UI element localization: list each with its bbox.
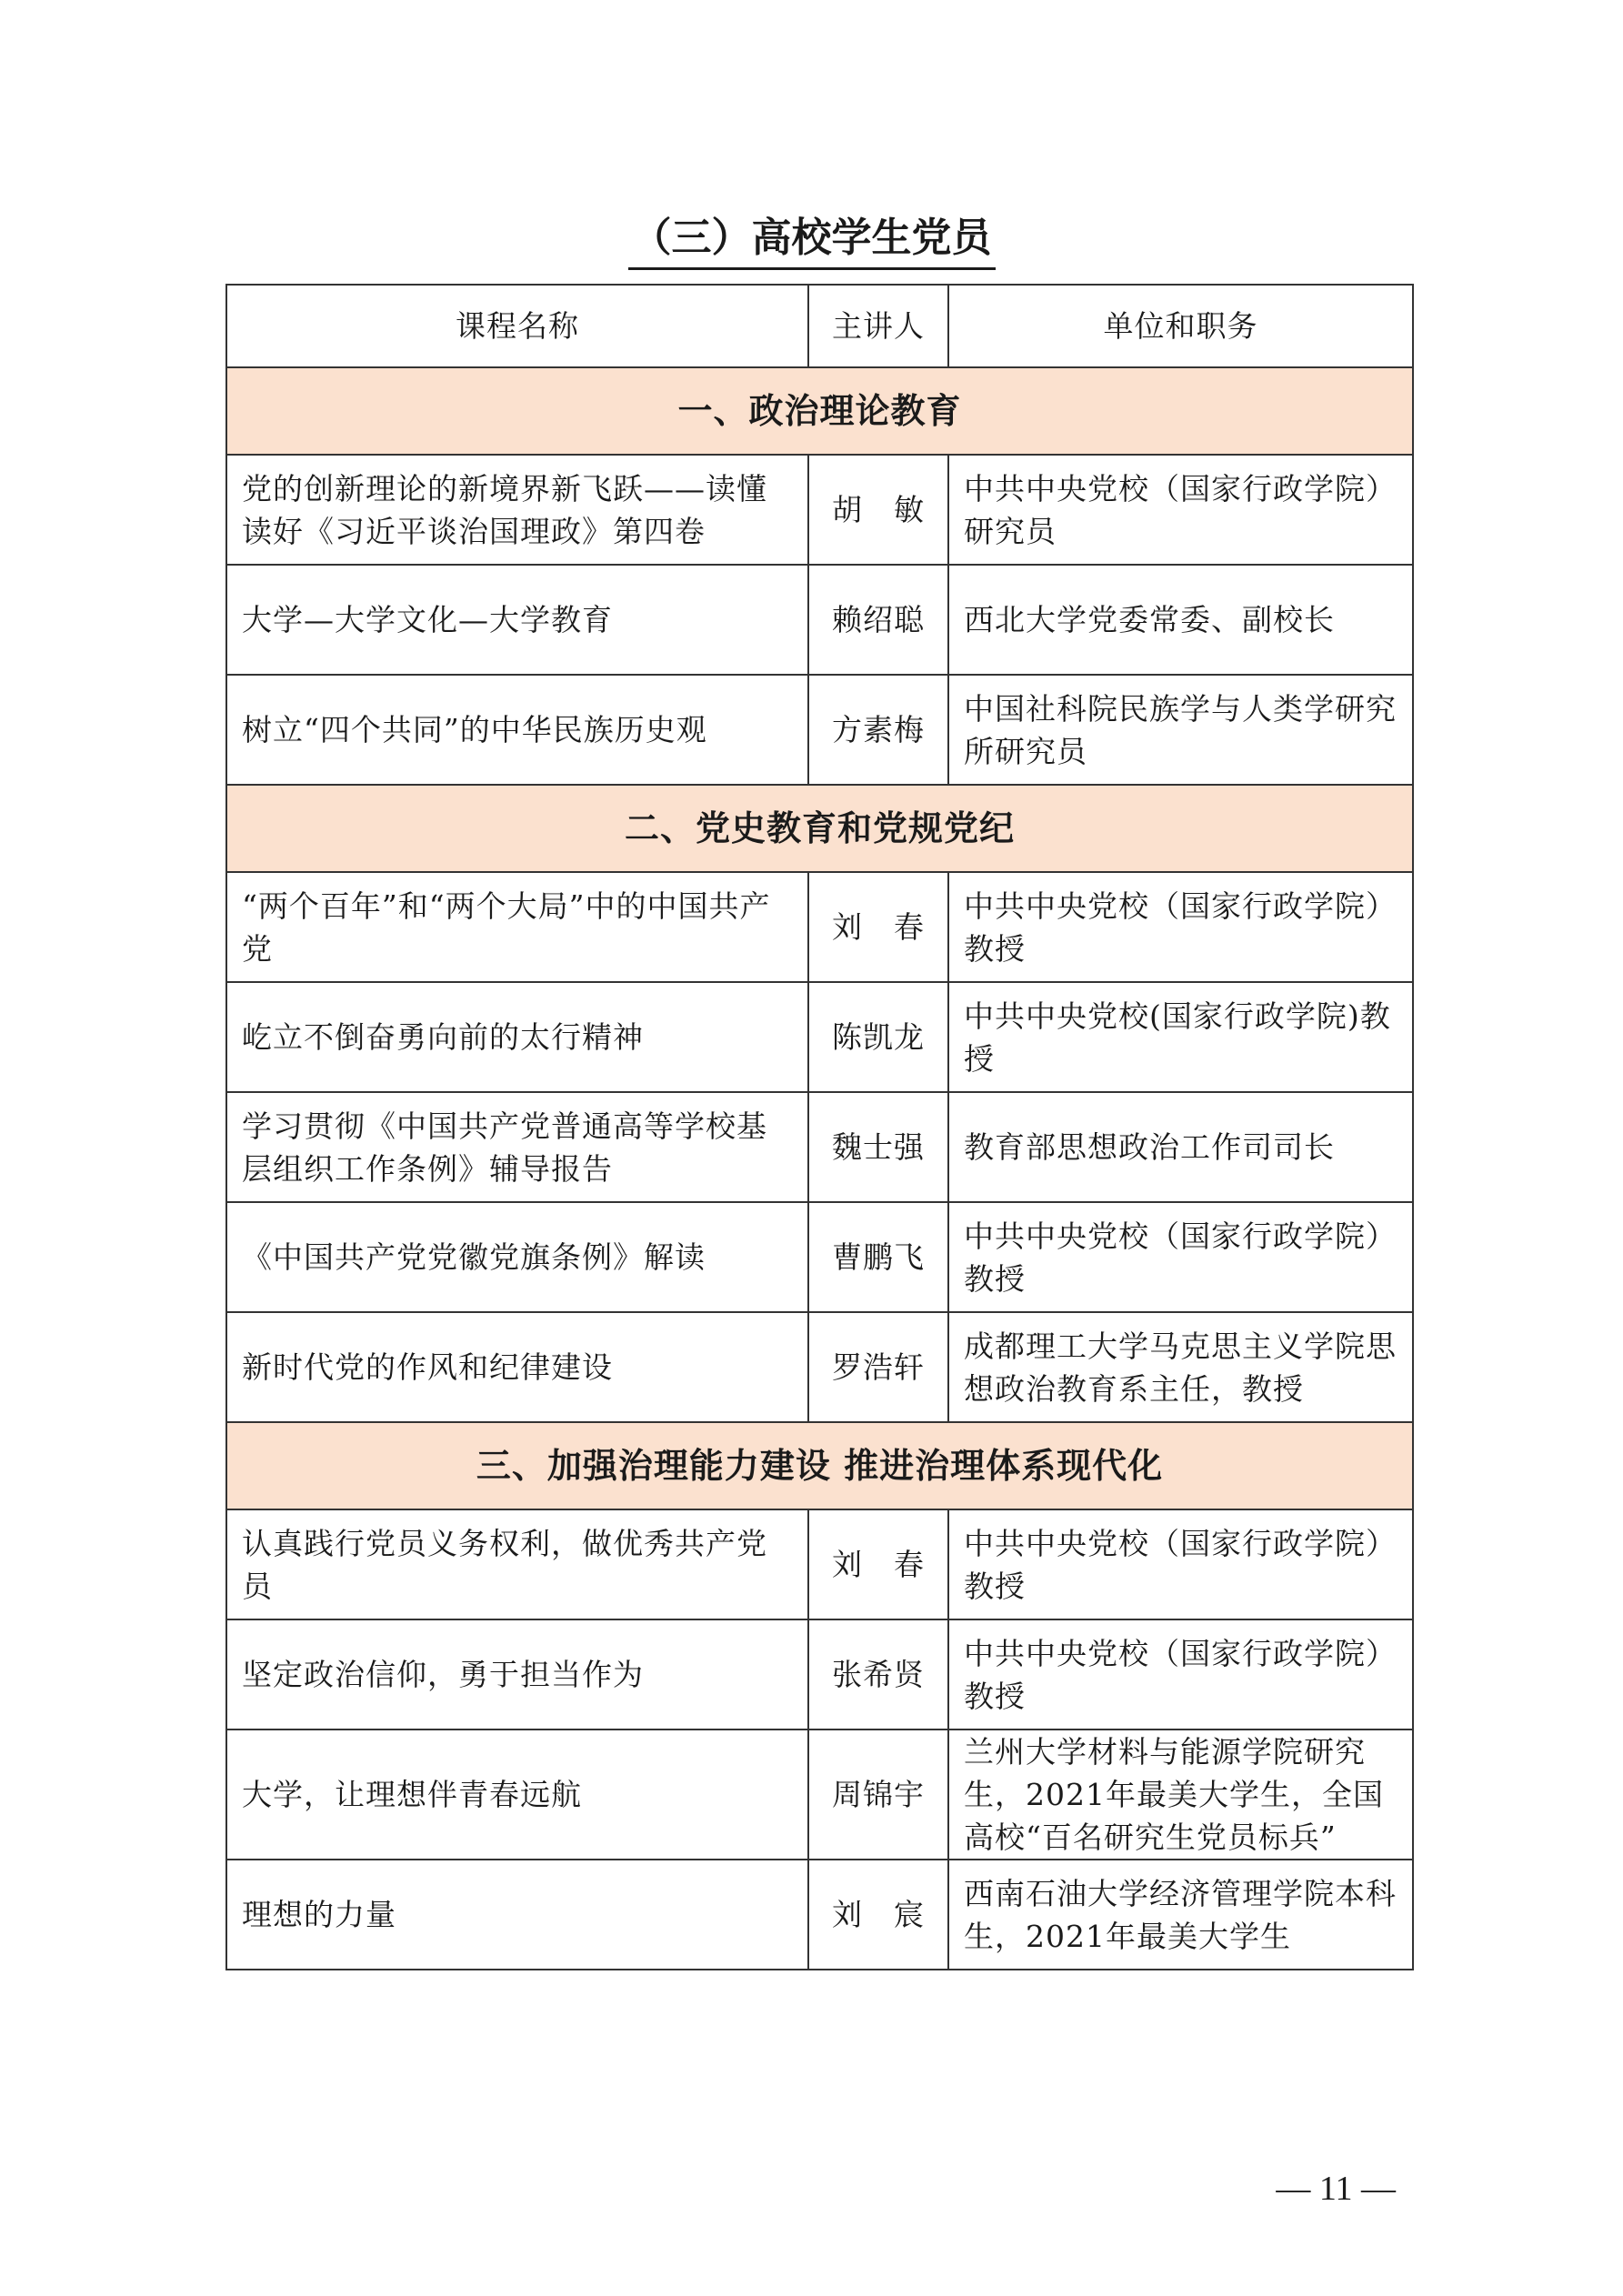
course-name-cell: 理想的力量: [226, 1860, 808, 1970]
table-row: [226, 455, 1413, 565]
section-heading: 三、加强治理能力建设 推进治理体系现代化: [226, 1422, 1413, 1509]
unit-position-cell: 中国社科院民族学与人类学研究所研究员: [948, 675, 1413, 785]
section-heading: 一、政治理论教育: [226, 367, 1413, 455]
unit-position-cell: 成都理工大学马克思主义学院思想政治教育系主任，教授: [948, 1312, 1413, 1422]
speaker-cell: 方素梅: [808, 675, 948, 785]
unit-position-cell: 中共中央党校（国家行政学院）教授: [948, 1509, 1413, 1619]
speaker-cell: 陈凯龙: [808, 982, 948, 1092]
speaker-cell: 刘 春: [808, 872, 948, 982]
header-unit-position: 单位和职务: [948, 285, 1413, 367]
unit-position-cell: 中共中央党校（国家行政学院）研究员: [948, 455, 1413, 565]
unit-position-cell: 中共中央党校（国家行政学院）教授: [948, 1619, 1413, 1730]
unit-position-cell: 兰州大学材料与能源学院研究生，2021年最美大学生，全国高校“百名研究生党员标兵”: [948, 1730, 1413, 1860]
course-name-cell: 大学—大学文化—大学教育: [226, 565, 808, 675]
course-name-cell: 认真践行党员义务权利，做优秀共产党员: [226, 1509, 808, 1619]
table-row: [226, 1202, 1413, 1312]
table-row: [226, 1730, 1413, 1860]
course-name-cell: 坚定政治信仰，勇于担当作为: [226, 1619, 808, 1730]
speaker-cell: 刘 春: [808, 1509, 948, 1619]
course-name-cell: 树立“四个共同”的中华民族历史观: [226, 675, 808, 785]
section-heading-row: [226, 367, 1413, 455]
course-name-cell: 新时代党的作风和纪律建设: [226, 1312, 808, 1422]
page-title-text: （三）高校学生党员: [628, 211, 996, 270]
speaker-cell: 赖绍聪: [808, 565, 948, 675]
speaker-cell: 罗浩轩: [808, 1312, 948, 1422]
table-row: [226, 872, 1413, 982]
page-title: [0, 211, 1623, 270]
table-body: [226, 367, 1413, 1970]
unit-position-cell: 西南石油大学经济管理学院本科生，2021年最美大学生: [948, 1860, 1413, 1970]
speaker-cell: 魏士强: [808, 1092, 948, 1202]
course-name-cell: 党的创新理论的新境界新飞跃——读懂读好《习近平谈治国理政》第四卷: [226, 455, 808, 565]
unit-position-cell: 中共中央党校（国家行政学院）教授: [948, 872, 1413, 982]
course-name-cell: “两个百年”和“两个大局”中的中国共产党: [226, 872, 808, 982]
section-heading-row: [226, 785, 1413, 872]
speaker-cell: 曹鹏飞: [808, 1202, 948, 1312]
unit-position-cell: 西北大学党委常委、副校长: [948, 565, 1413, 675]
section-heading-row: [226, 1422, 1413, 1509]
speaker-cell: 胡 敏: [808, 455, 948, 565]
header-course-name: 课程名称: [226, 285, 808, 367]
table-row: [226, 1860, 1413, 1970]
table-row: [226, 1509, 1413, 1619]
table-header-row: [226, 285, 1413, 367]
table-row: [226, 1619, 1413, 1730]
unit-position-cell: 教育部思想政治工作司司长: [948, 1092, 1413, 1202]
course-name-cell: 屹立不倒奋勇向前的太行精神: [226, 982, 808, 1092]
page-number: — 11 —: [1276, 2170, 1396, 2208]
unit-position-cell: 中共中央党校(国家行政学院)教授: [948, 982, 1413, 1092]
header-speaker: 主讲人: [808, 285, 948, 367]
course-name-cell: 大学，让理想伴青春远航: [226, 1730, 808, 1860]
table-row: [226, 565, 1413, 675]
course-table: [225, 284, 1414, 1970]
course-name-cell: 《中国共产党党徽党旗条例》解读: [226, 1202, 808, 1312]
unit-position-cell: 中共中央党校（国家行政学院）教授: [948, 1202, 1413, 1312]
table-row: [226, 675, 1413, 785]
table-row: [226, 1312, 1413, 1422]
speaker-cell: 张希贤: [808, 1619, 948, 1730]
table-row: [226, 982, 1413, 1092]
speaker-cell: 刘 宸: [808, 1860, 948, 1970]
table-row: [226, 1092, 1413, 1202]
section-heading: 二、党史教育和党规党纪: [226, 785, 1413, 872]
speaker-cell: 周锦宇: [808, 1730, 948, 1860]
course-name-cell: 学习贯彻《中国共产党普通高等学校基层组织工作条例》辅导报告: [226, 1092, 808, 1202]
